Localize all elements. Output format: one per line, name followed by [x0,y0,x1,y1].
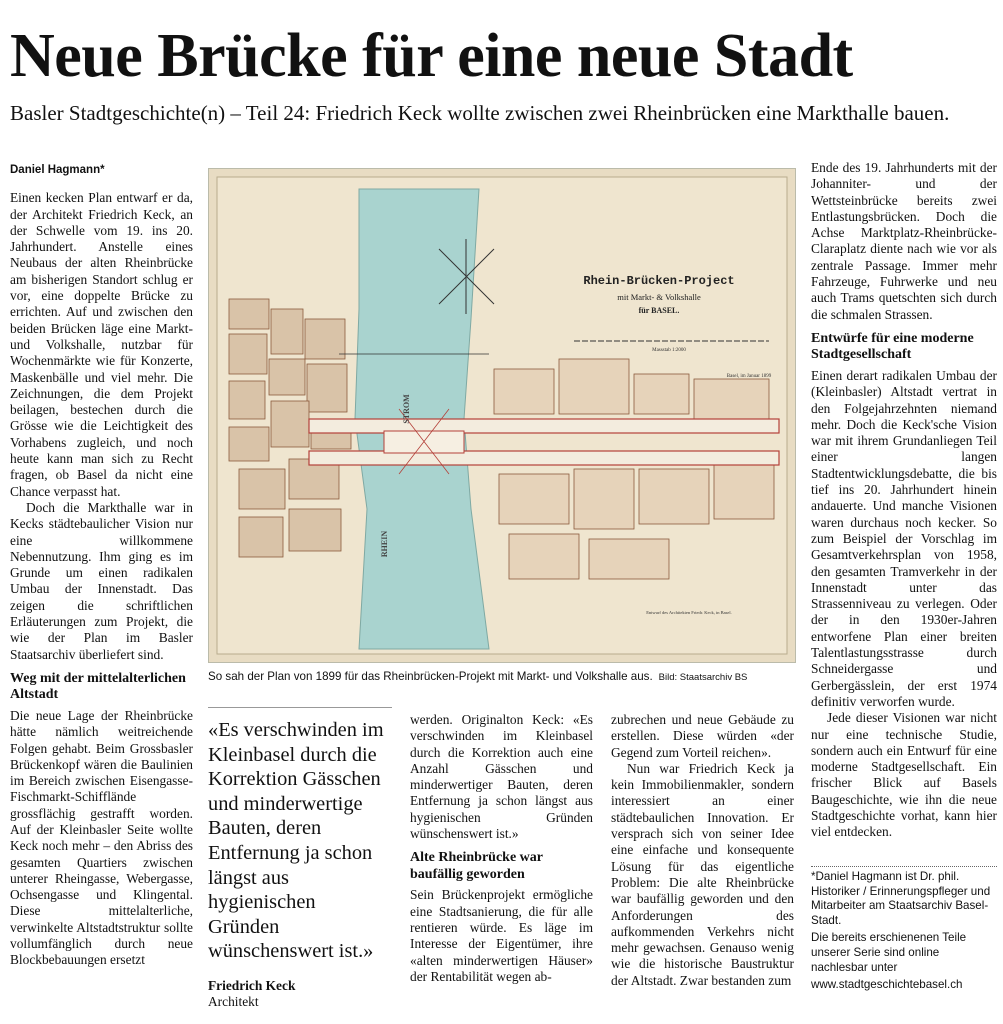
map-scale: Massstab 1:2000 [652,348,686,353]
river-label-strom: STROM [402,394,411,424]
map-subtitle: mit Markt- & Volkshalle [617,292,701,302]
photo-credit: Bild: Staatsarchiv BS [658,672,748,683]
map-city: für BASEL. [638,306,680,315]
river-label-rhein: RHEIN [380,530,389,558]
author-bio [811,866,997,993]
paragraph: Die neue Lage der Rheinbrücke hätte nämlich weitreichende Folgen gehabt. Beim Grossbasler Brückenkopf wären die Baulinien im Bereich zwischen Eisengasse-Fischmarkt-Schifflände grossflächig gestrafft worden. Auf der Kleinbasler Seite wollte Keck noch mehr – den Abriss des gesamten Quartiers zwischen unterer Rheingasse, Webergasse, Ochsengasse und Klingental. Diese mittelalterliche, verwinkelte Altstadtstruktur sollte vollumfänglich durch neue Blockbebauungen ersetzt [10,707,193,968]
headline: Neue Brücke für eine neue Stadt [10,22,853,90]
map-date: Basel, im Januar 1899 [726,374,772,379]
quote-author: Friedrich Keck [208,977,296,993]
subheading: Alte Rheinbrücke war baufällig geworden [410,850,543,882]
map-architect-note: Entwurf des Architekten Friedr. Keck, in Basel. [646,610,732,615]
subheading: Entwürfe für eine moderne Stadtgesellschaft [811,330,974,363]
series-note: Die bereits erschienenen Teile unserer Serie sind online nachlesbar unter [811,931,967,974]
subheading: Weg mit der mittelalterlichen Altstadt [10,670,186,703]
image-caption [208,670,798,685]
upper-bridge [309,419,779,433]
series-url: www.stadtgeschichtebasel.ch [811,978,963,992]
column-3 [410,712,593,1002]
paragraph: werden. Originalton Keck: «Es verschwinden im Kleinbasel durch die Korrektion auch eine Anzahl Gässchen und minderwertiger Bauten, deren Entfernung ja schon längst aus hygienischen Gründen wünschenswert ist.» [410,712,593,842]
author-byline: Daniel Hagmann* [10,164,105,176]
paragraph: Ende des 19. Jahrhunderts mit der Johanniter- und der Wettsteinbrücke bereits zwei Entlastungsbrücken. Doch die Achse Marktplatz-Rheinbrücke-Claraplatz diente nach wie vor als zentrale Passage. Immer mehr Fahrzeuge, Fuhrwerke und neu auch Trams quetschten sich durch die schmalen Strassen. [811,160,997,322]
paragraph: zubrechen und neue Gebäude zu erstellen. Diese würden «der Gegend zum Vorteil reichen». [611,712,794,760]
map-title: Rhein-Brücken-Project [583,274,735,288]
column-1 [10,162,193,1002]
column-4 [611,712,794,1002]
column-5 [811,160,997,860]
lower-bridge [309,451,779,465]
historic-plan-image [209,169,795,662]
subtitle: Basler Stadtgeschichte(n) – Teil 24: Friedrich Keck wollte zwischen zwei Rheinbrücken eine Markthalle bauen. [10,101,950,125]
paragraph: Sein Brückenprojekt ermögliche eine Stadtsanierung, die für alle rentieren würde. Es läge im Interesse der Eigentümer, ihre «alten minderwertigen Häuser» der Rentabilität wegen ab- [410,887,593,984]
paragraph: Einen derart radikalen Umbau der (Kleinbasler) Altstadt vertrat in den Folgejahrzehnten niemand mehr. Doch die Keck'sche Vision war mit ihrem Grundanliegen Teil einer langen Stadtentwicklungsdebatte, die bis tief ins 20. Jahrhundert hinein andauerte. Und manche Visionen waren durchaus noch kecker. So zum Beispiel der Vorschlag im Gesamtverkehrsplan von 1958, den gesamten Tramverkehr in der Innenstadt unter das Strassenniveau zu verlegen. Oder der in den 1930er-Jahren entworfene Plan einer breiten Talentlastungsstrasse durch Schneidergasse und Gerbergässlein, der erst 1974 definitiv verworfen wurde. [811,367,997,709]
paragraph: Nun war Friedrich Keck ja kein Immobilienmakler, sondern interessiert an einer städtebaulichen Innovation. Er versprach sich von seiner Idee eine einfache und konsequente Lösung für das eigentliche Problem: Die alte Rheinbrücke war baufällig geworden und den Anforderungen des aufkommenden Verkehrs nicht mehr gewachsen. Genauso wenig wie die historische Baustruktur der Altstadt. Zwar bestanden zum [611,760,794,988]
quote-text: «Es verschwinden im Kleinbasel durch die Korrektion Gässchen und minderwertige Bauten, deren Entfernung ja schon längst aus hygienischen Gründen wünschenswert ist.» [208,719,384,963]
paragraph: Einen kecken Plan entwarf er da, der Architekt Friedrich Keck, an der Schwelle vom 19. ins 20. Jahrhundert. Anstelle eines Neubaus der alten Rheinbrücke am bisherigen Standort schlug er vor, eine doppelte Brücke zu errichten. Auf und zwischen den beiden Brücken läge eine Markt- und Volkshalle, nutzbar für Wochenmärkte wie für Konzerte, Maskenbälle und viel mehr. Die Zeichnungen, die dem Projekt beilagen, bestechen durch die Grösse wie die Leichtigkeit des Vorhabens zugleich, und noch heute kann man sich zu Recht fragen, ob Basel da nicht eine Chance verpasst hat. [10,190,193,499]
pull-quote [208,707,392,1009]
paragraph: Doch die Markthalle war in Kecks städtebaulicher Vision nur eine willkommene Nebennutzung. Ihm ging es im Grunde um einen radikalen Umbau der Innenstadt. Das zeigen die schriftlichen Erläuterungen zum Projekt, die wie der Plan im Basler Staatsarchiv überliefert sind. [10,499,193,662]
caption-text: So sah der Plan von 1899 für das Rheinbrücken-Projekt mit Markt- und Volkshalle aus. [208,670,653,683]
quote-role: Architekt [208,993,259,1009]
map-illustration [208,168,796,663]
paragraph: Jede dieser Visionen war nicht nur eine technische Studie, sondern auch ein Entwurf für eine moderne Stadtgesellschaft. Ein frischer Blick auf Basels Baugeschichte, wie ihn die neue Stadtgeschichte vorhat, kann hier viel entdecken. [811,710,997,840]
bio-text: *Daniel Hagmann ist Dr. phil. Historiker / Erinnerungspfleger und Mitarbeiter am Staatsarchiv Basel-Stadt. [811,870,991,927]
